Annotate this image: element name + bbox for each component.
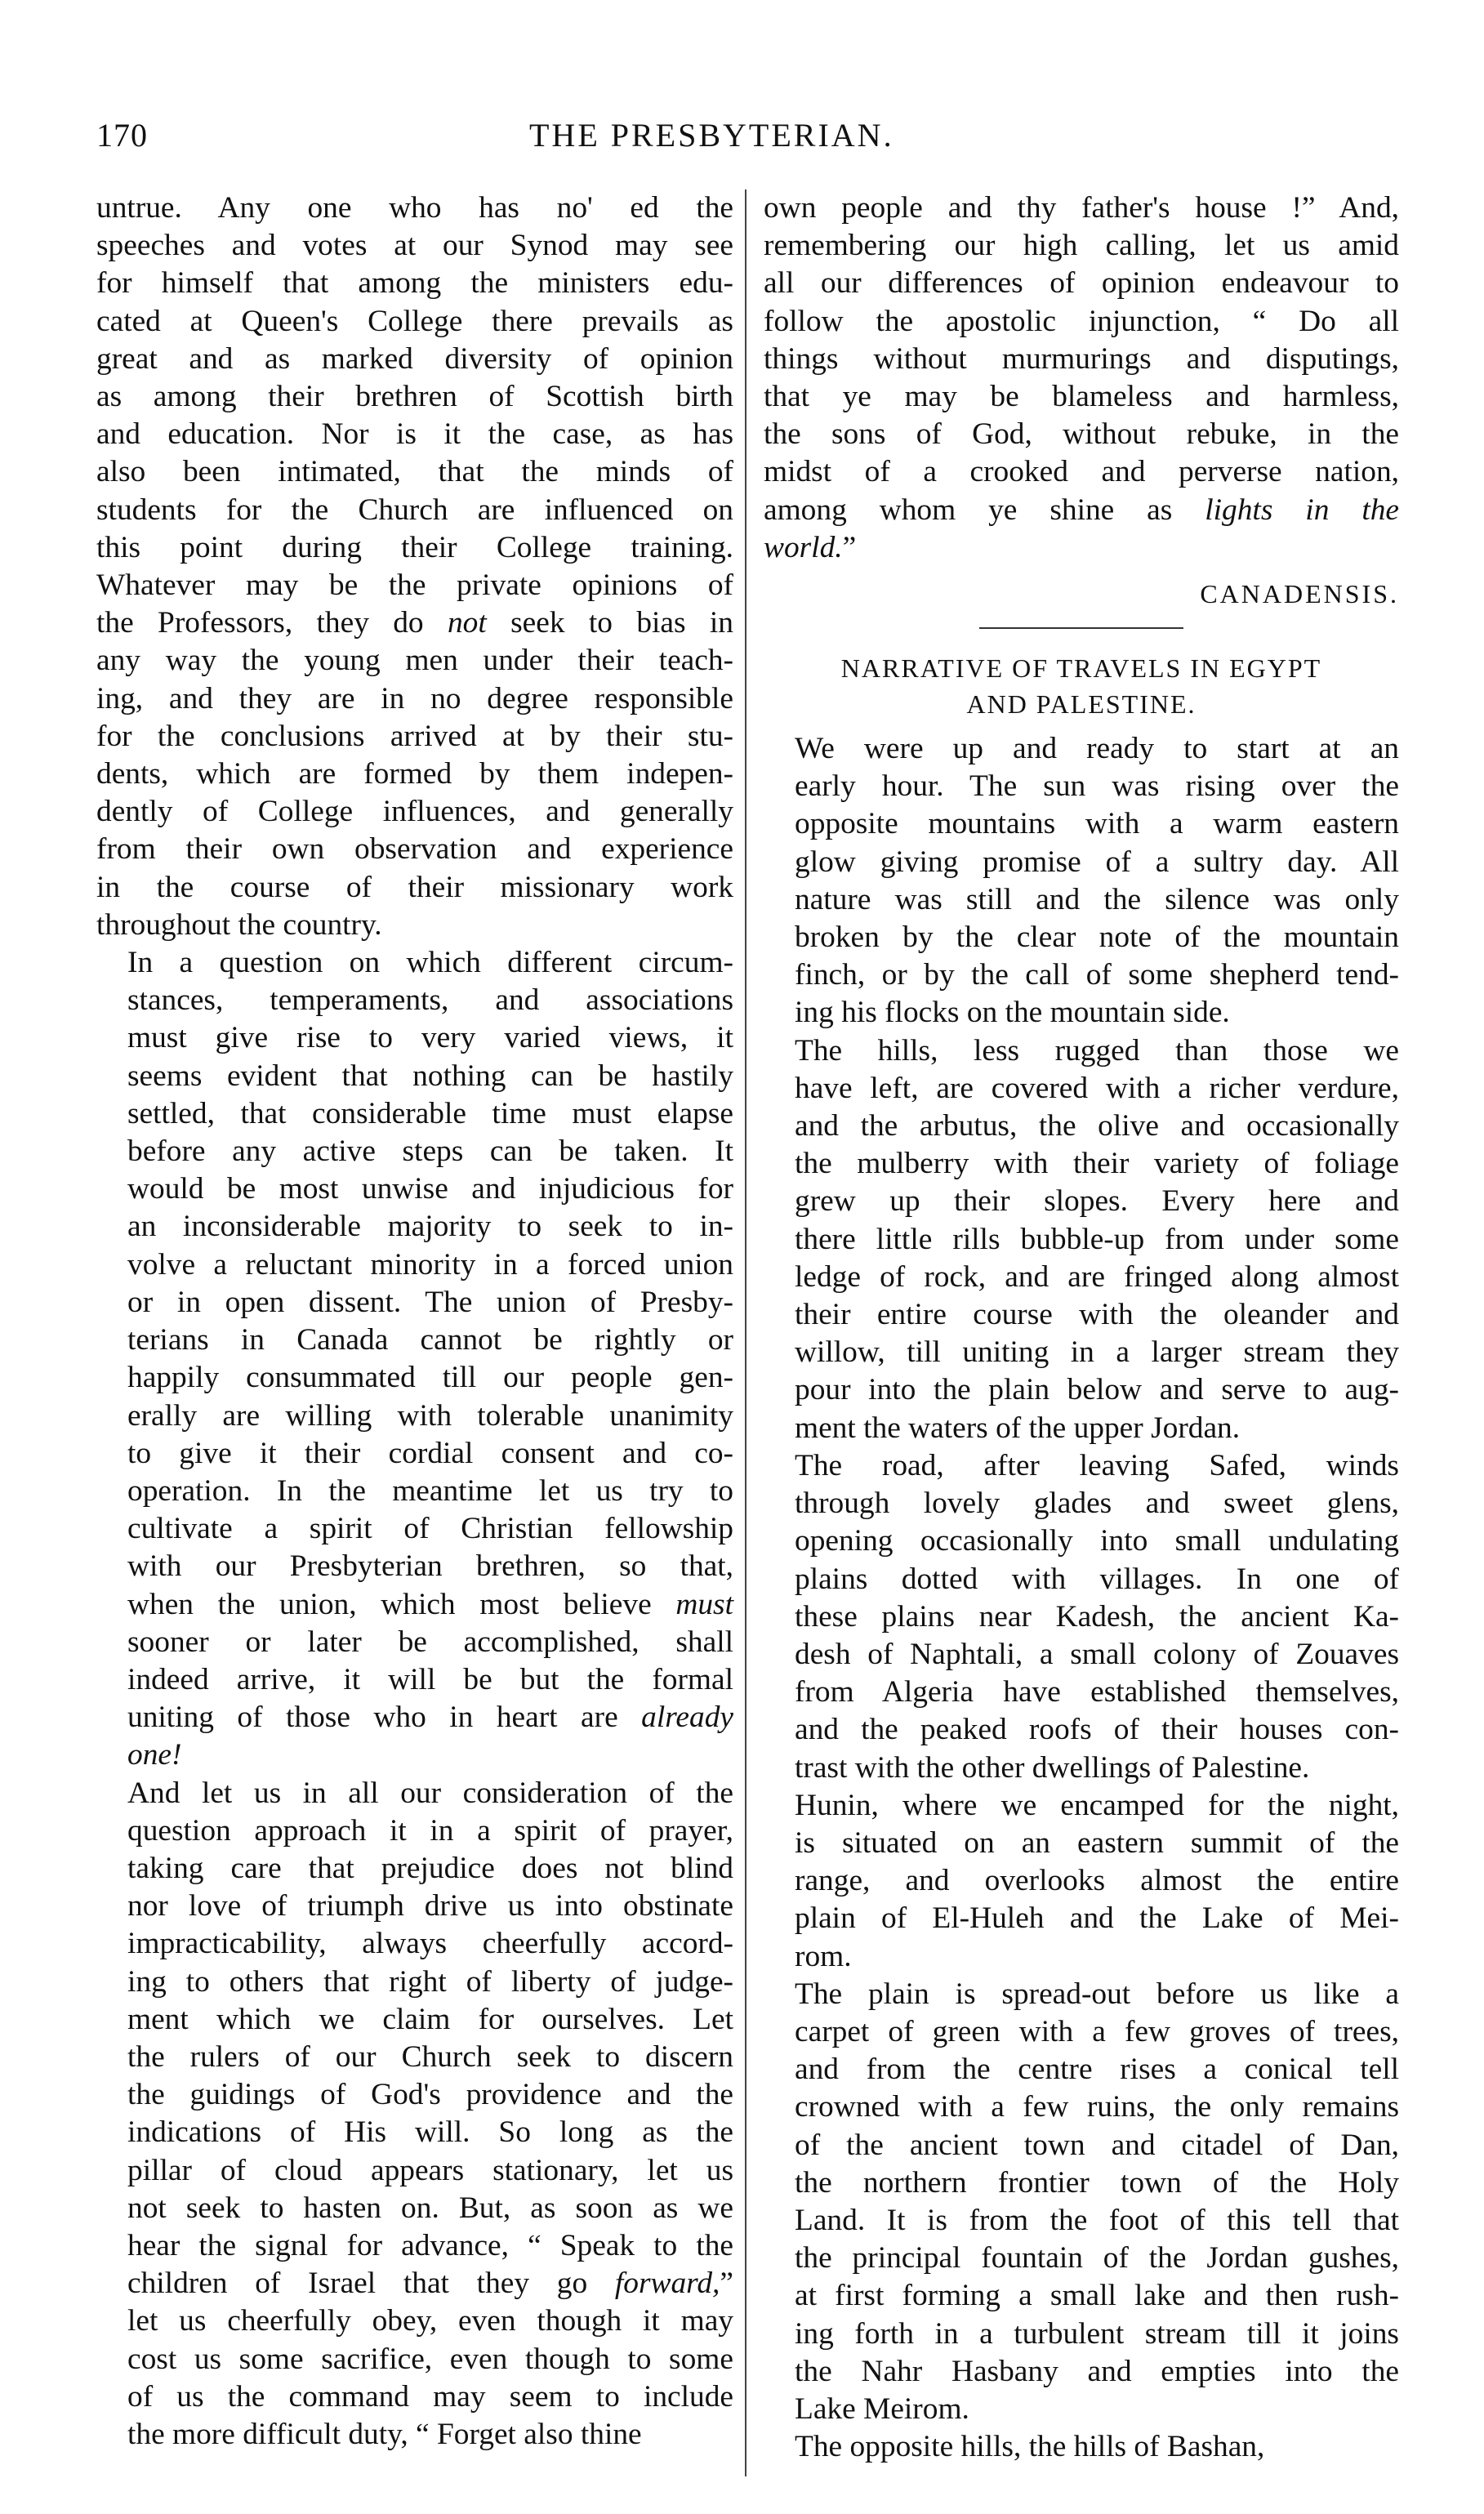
text-line: hear the signal for advance, “ Speak to the (127, 2228, 733, 2262)
text-line: follow the apostolic injunction, “ Do all (764, 304, 1399, 338)
narrative-paragraph (764, 1976, 1399, 2428)
text-line: terians in Canada cannot be rightly or (127, 1323, 733, 1357)
text-line: cost us some sacrifice, even though to some (127, 2342, 733, 2376)
text-line: plains dotted with villages. In one of (795, 1562, 1399, 1596)
text-line: erally are willing with tolerable unanimity (127, 1398, 733, 1433)
text-line: children of Israel that they go forward,” (127, 2267, 733, 2301)
text-line: to give it their cordial consent and co- (127, 1436, 733, 1470)
text-line: from Algeria have established themselves, (795, 1675, 1399, 1709)
text-line: speeches and votes at our Synod may see (96, 229, 733, 263)
text-line: In a question on which different circum- (127, 946, 733, 980)
text-line: at first forming a small lake and then rush- (795, 2279, 1399, 2313)
text-line: cultivate a spirit of Christian fellowship (127, 1512, 733, 1546)
text-line: also been intimated, that the minds of (96, 455, 733, 489)
text-line: have left, are covered with a richer verdure, (795, 1071, 1399, 1105)
text-line: opening occasionally into small undulating (795, 1524, 1399, 1558)
text-line: and from the centre rises a conical tell (795, 2053, 1399, 2087)
article-paragraph (96, 189, 733, 944)
text-line: the rulers of our Church seek to discern (127, 2039, 733, 2074)
text-line: settled, that considerable time must elapse (127, 1096, 733, 1130)
section-heading-line: NARRATIVE OF TRAVELS IN EGYPT (840, 653, 1322, 684)
right-column (764, 189, 1399, 2466)
text-line: opposite mountains with a warm eastern (795, 807, 1399, 841)
text-line: one! (127, 1738, 182, 1772)
text-line: ing his flocks on the mountain side. (795, 996, 1230, 1030)
text-line: ledge of rock, and are fringed along almost (795, 1259, 1399, 1294)
text-line: students for the Church are influenced on (96, 493, 733, 527)
author-signature: CANADENSIS. (1200, 579, 1399, 609)
text-line: there little rills bubble-up from under some (795, 1222, 1399, 1256)
text-line: desh of Naphtali, a small colony of Zouaves (795, 1637, 1399, 1671)
text-line: seems evident that nothing can be hastily (127, 1059, 733, 1093)
text-line: in the course of their missionary work (96, 870, 733, 904)
text-line: question approach it in a spirit of prayer, (127, 1813, 733, 1848)
text-line: of us the command may seem to include (127, 2379, 733, 2414)
text-line: remembering our high calling, let us amid (764, 229, 1399, 263)
text-line: willow, till uniting in a larger stream they (795, 1335, 1399, 1370)
narrative-paragraph (764, 730, 1399, 1032)
text-line: range, and overlooks almost the entire (795, 1864, 1399, 1898)
text-line: the principal fountain of the Jordan gushes, (795, 2241, 1399, 2276)
text-line: with our Presbyterian brethren, so that, (127, 1549, 733, 1584)
text-line: We were up and ready to start at an (795, 732, 1399, 766)
text-line: all our differences of opinion endeavour to (764, 266, 1399, 301)
text-line: glow giving promise of a sultry day. All (795, 845, 1399, 879)
text-line: sooner or later be accomplished, shall (127, 1625, 733, 1659)
text-line: is situated on an eastern summit of the (795, 1825, 1399, 1860)
text-line: world.” (764, 530, 857, 564)
text-line: or in open dissent. The union of Presby- (127, 1285, 733, 1319)
text-line: through lovely glades and sweet glens, (795, 1487, 1399, 1521)
text-line: and the peaked roofs of their houses con- (795, 1713, 1399, 1747)
text-line: The road, after leaving Safed, winds (795, 1448, 1399, 1482)
text-line: and education. Nor is it the case, as has (96, 417, 733, 452)
narrative-paragraph (764, 2428, 1399, 2466)
running-head (96, 116, 1403, 165)
text-line: And let us in all our consideration of the (127, 1776, 733, 1810)
narrative-paragraph (764, 1787, 1399, 1976)
text-line: these plains near Kadesh, the ancient Ka- (795, 1599, 1399, 1634)
section-heading-line: AND PALESTINE. (966, 689, 1197, 720)
text-line: the mulberry with their variety of foliage (795, 1147, 1399, 1181)
text-line: impracticability, always cheerfully accord- (127, 1927, 733, 1961)
text-line: Hunin, where we encamped for the night, (795, 1788, 1399, 1822)
text-line: as among their brethren of Scottish birth (96, 380, 733, 414)
text-line: dently of College influences, and generally (96, 795, 733, 829)
text-line: taking care that prejudice does not blind (127, 1851, 733, 1885)
text-line: ment which we claim for ourselves. Let (127, 2002, 733, 2036)
narrative-paragraph (764, 1447, 1399, 1787)
text-line: and the arbutus, the olive and occasionally (795, 1109, 1399, 1143)
text-line: own people and thy father's house !” And, (764, 191, 1399, 225)
text-line: an inconsiderable majority to seek to in- (127, 1210, 733, 1244)
text-line: ing to others that right of liberty of judge- (127, 1964, 733, 1999)
text-line: throughout the country. (96, 907, 382, 942)
article-paragraph (96, 944, 733, 1774)
text-line: for himself that among the ministers edu- (96, 266, 733, 301)
text-line: the Nahr Hasbany and empties into the (795, 2354, 1399, 2388)
text-line: of the ancient town and citadel of Dan, (795, 2128, 1399, 2162)
text-line: rom. (795, 1939, 852, 1973)
text-line: from their own observation and experience (96, 832, 733, 867)
text-line: things without murmurings and disputings, (764, 341, 1399, 376)
text-line: the Professors, they do not seek to bias in (96, 606, 733, 640)
text-line: indications of His will. So long as the (127, 2115, 733, 2150)
section-heading (764, 650, 1399, 722)
text-line: among whom ye shine as lights in the (764, 493, 1399, 527)
text-line: dents, which are formed by them indepen- (96, 757, 733, 791)
text-line: pour into the plain below and serve to aug- (795, 1373, 1399, 1407)
text-line: the more difficult duty, “ Forget also thine (127, 2417, 642, 2451)
text-line: broken by the clear note of the mountain (795, 920, 1399, 955)
text-line: any way the young men under their teach- (96, 644, 733, 678)
page-number: 170 (96, 117, 148, 154)
text-line: when the union, which most believe must (127, 1587, 733, 1621)
text-line: before any active steps can be taken. It (127, 1134, 733, 1169)
text-line: not seek to hasten on. But, as soon as we (127, 2191, 733, 2225)
text-line: the sons of God, without rebuke, in the (764, 417, 1399, 452)
text-line: the guidings of God's providence and the (127, 2078, 733, 2112)
text-line: Whatever may be the private opinions of (96, 568, 733, 603)
text-line: great and as marked diversity of opinion (96, 341, 733, 376)
text-line: for the conclusions arrived at by their stu- (96, 719, 733, 753)
section-divider-rule (979, 627, 1183, 629)
text-line: The plain is spread-out before us like a (795, 1977, 1399, 2011)
text-line: crowned with a few ruins, the only remains (795, 2090, 1399, 2124)
article-paragraph-continued (764, 189, 1399, 567)
text-line: Lake Meirom. (795, 2391, 969, 2426)
journal-title: THE PRESBYTERIAN. (529, 117, 894, 154)
text-line: indeed arrive, it will be but the formal (127, 1662, 733, 1696)
text-line: ment the waters of the upper Jordan. (795, 1411, 1241, 1445)
text-line: trast with the other dwellings of Palestine. (795, 1750, 1310, 1785)
text-line: plain of El-Huleh and the Lake of Mei- (795, 1901, 1399, 1936)
text-line: cated at Queen's College there prevails as (96, 304, 733, 338)
narrative-paragraph (764, 1032, 1399, 1447)
text-line: volve a reluctant minority in a forced union (127, 1247, 733, 1282)
text-line: midst of a crooked and perverse nation, (764, 455, 1399, 489)
text-line: must give rise to very varied views, it (127, 1021, 733, 1055)
text-line: that ye may be blameless and harmless, (764, 380, 1399, 414)
text-line: ing forth in a turbulent stream till it joins (795, 2316, 1399, 2351)
text-line: happily consummated till our people gen- (127, 1361, 733, 1395)
text-line: let us cheerfully obey, even though it may (127, 2304, 733, 2338)
text-line: grew up their slopes. Every here and (795, 1184, 1399, 1219)
text-line: operation. In the meantime let us try to (127, 1473, 733, 1508)
text-line: early hour. The sun was rising over the (795, 769, 1399, 804)
text-line: Land. It is from the foot of this tell that (795, 2203, 1399, 2237)
text-line: The hills, less rugged than those we (795, 1033, 1399, 1068)
left-column (96, 189, 733, 2454)
column-divider (745, 189, 746, 2476)
text-line: nor love of triumph drive us into obstinate (127, 1889, 733, 1923)
text-line: pillar of cloud appears stationary, let us (127, 2153, 733, 2187)
text-line: the northern frontier town of the Holy (795, 2165, 1399, 2200)
text-line: stances, temperaments, and associations (127, 983, 733, 1018)
text-line: carpet of green with a few groves of trees, (795, 2014, 1399, 2048)
text-line: their entire course with the oleander and (795, 1298, 1399, 1332)
text-line: ing, and they are in no degree responsible (96, 681, 733, 715)
text-line: finch, or by the call of some shepherd tend- (795, 958, 1399, 992)
text-line: nature was still and the silence was only (795, 882, 1399, 916)
text-line: The opposite hills, the hills of Bashan, (795, 2430, 1265, 2464)
text-line: uniting of those who in heart are already (127, 1701, 733, 1735)
text-line: untrue. Any one who has no' ed the (96, 191, 733, 225)
text-line: would be most unwise and injudicious for (127, 1172, 733, 1206)
article-paragraph (96, 1775, 733, 2454)
text-line: this point during their College training. (96, 530, 733, 564)
